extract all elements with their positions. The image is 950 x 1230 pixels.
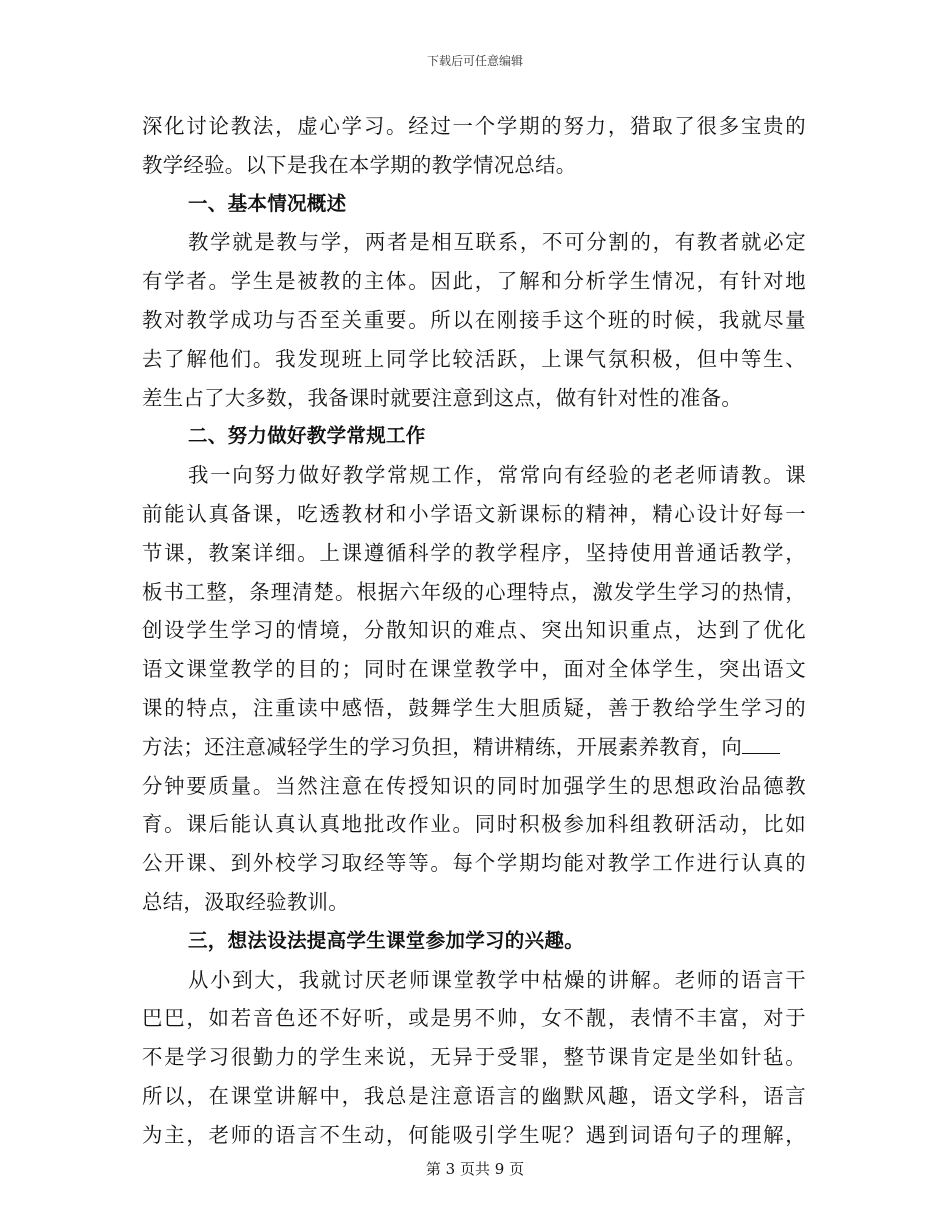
paragraph-line: 教学经验。以下是我在本学期的教学情况总结。 <box>142 152 577 177</box>
fill-in-blank <box>742 733 780 754</box>
section-heading: 一、基本情况概述 <box>188 191 347 215</box>
paragraph-line: 深化讨论教法，虚心学习。经过一个学期的努力，猎取了很多宝贵的 <box>142 114 806 138</box>
paragraph-line: 创设学生学习的情境，分散知识的难点、突出知识重点，达到了优化 <box>142 618 806 643</box>
paragraph-line: 从小到大，我就讨厌老师课堂教学中枯燥的讲解。老师的语言干 <box>188 967 806 992</box>
paragraph-line: 板书工整，条理清楚。根据六年级的心理特点，激发学生学习的热情， <box>142 579 806 604</box>
page-header: 下载后可任意编辑 <box>426 54 523 68</box>
paragraph-line: 我一向努力做好教学常规工作，常常向有经验的老老师请教。课 <box>188 463 806 488</box>
section-heading: 三，想法设法提高学生课堂参加学习的兴趣。 <box>188 928 585 952</box>
paragraph-line: 有学者。学生是被教的主体。因此，了解和分析学生情况，有针对地 <box>142 269 806 294</box>
paragraph-line: 为主，老师的语言不生动，何能吸引学生呢？遇到词语句子的理解， <box>142 1122 806 1147</box>
paragraph-line: 总结，汲取经验教训。 <box>142 889 349 914</box>
paragraph-line-text: 方法；还注意减轻学生的学习负担，精讲精练，开展素养教育，向 <box>142 734 743 759</box>
paragraph-line: 公开课、到外校学习取经等等。每个学期均能对教学工作进行认真的 <box>142 851 806 876</box>
paragraph-line: 所以，在课堂讲解中，我总是注意语言的幽默风趣，语文学科，语言 <box>142 1083 806 1108</box>
paragraph-line: 差生占了大多数，我备课时就要注意到这点，做有针对性的准备。 <box>142 385 743 410</box>
paragraph-line: 课的特点，注重读中感悟，鼓舞学生大胆质疑，善于教给学生学习的 <box>142 695 806 720</box>
paragraph-line: 育。课后能认真认真地批改作业。同时积极参加科组教研活动，比如 <box>142 812 806 837</box>
section-heading: 二、努力做好教学常规工作 <box>188 424 426 448</box>
paragraph-line: 教学就是教与学，两者是相互联系，不可分割的，有教者就必定 <box>188 230 806 255</box>
paragraph-line: 教对教学成功与否至关重要。所以在刚接手这个班的时候，我就尽量 <box>142 307 806 332</box>
paragraph-line: 节课，教案详细。上课遵循科学的教学程序，坚持使用普通话教学， <box>142 540 806 565</box>
paragraph-line: 不是学习很勤力的学生来说，无异于受罪，整节课肯定是坐如针毡。 <box>142 1045 806 1070</box>
page-number: 第 3 页共 9 页 <box>425 1160 525 1178</box>
document-body <box>142 107 806 1155</box>
paragraph-line: 前能认真备课，吃透教材和小学语文新课标的精神，精心设计好每一 <box>142 501 806 526</box>
paragraph-line: 分钟要质量。当然注意在传授知识的同时加强学生的思想政治品德教 <box>142 773 806 798</box>
paragraph-line-with-blank <box>142 728 806 767</box>
paragraph-line: 语文课堂教学的目的；同时在课堂教学中，面对全体学生，突出语文 <box>142 657 806 682</box>
paragraph-line: 巴巴，如若音色还不好听，或是男不帅，女不靓，表情不丰富，对于 <box>142 1006 806 1031</box>
paragraph-line: 去了解他们。我发现班上同学比较活跃，上课气氛积极，但中等生、 <box>142 346 806 371</box>
